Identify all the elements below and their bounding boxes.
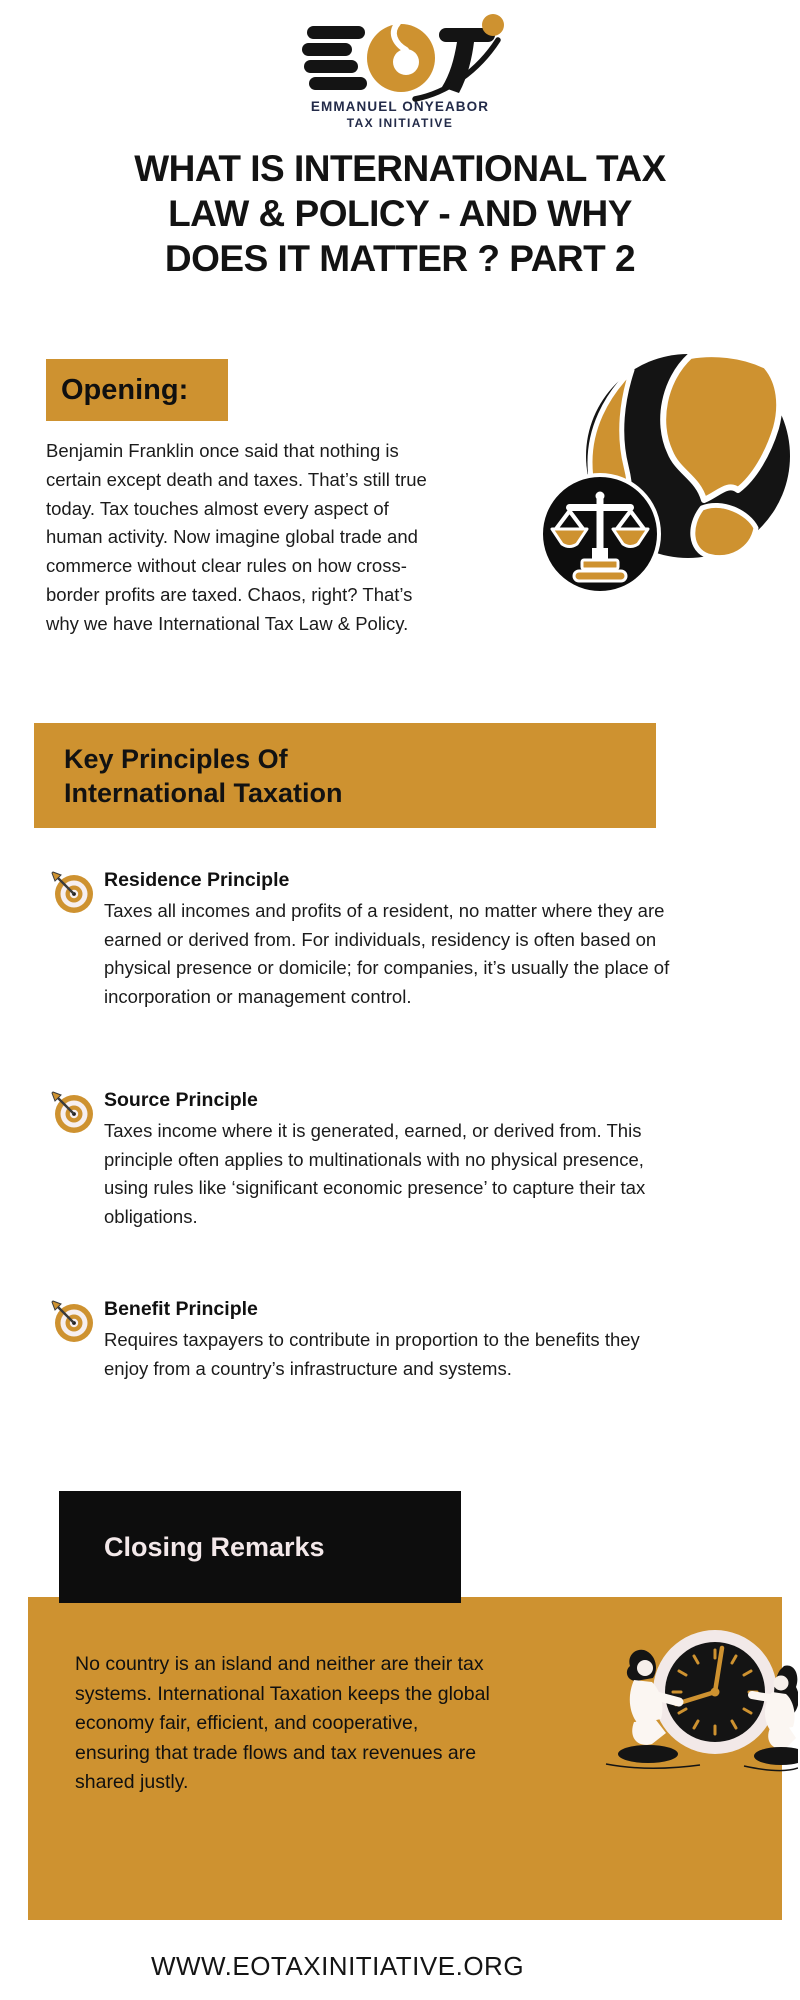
principle-1-title: Residence Principle (104, 869, 290, 891)
opening-paragraph: Benjamin Franklin once said that nothing is certain except death and taxes. That’s still true today. Tax touches almost every aspect of human activity. Now imagine global trade and commerce without clear rules on how cross-border profits are taxed. Chaos, right? That’s why we have International Tax Law & Policy. (46, 440, 427, 634)
footer-website-url: WWW.EOTAXINITIATIVE.ORG (150, 1951, 525, 1981)
title-line-1: WHAT IS INTERNATIONAL TAX (134, 148, 666, 189)
principle-2-title: Source Principle (104, 1089, 258, 1111)
justice-scales-icon (541, 475, 659, 593)
logo-letter-e-icon (302, 26, 367, 90)
globe-with-justice-scales-illustration (540, 350, 800, 600)
logo-dot-icon (482, 14, 504, 36)
title-line-3: DOES IT MATTER ? PART 2 (164, 238, 636, 279)
closing-paragraph: No country is an island and neither are their tax systems. International Taxation keeps the global economy fair, efficient, and cooperative, ensuring that trade flows and tax revenues are shared justly. (75, 1653, 490, 1793)
key-principles-heading-line1: Key Principles Of (64, 743, 288, 774)
eot-logo-icon (297, 12, 507, 104)
principle-2-body: Taxes income where it is generated, earned, or derived from. This principle often applies to multinationals with no physical presence, using rules like ‘significant economic presence’ to capture their tax obligations. (104, 1120, 646, 1227)
target-bullseye-icon (50, 870, 94, 914)
opening-section-label: Opening: (46, 359, 228, 421)
key-principles-banner (34, 723, 656, 828)
title-line-2: LAW & POLICY - AND WHY (168, 193, 632, 234)
brand-name-line1: EMMANUEL ONYEABOR (310, 99, 490, 114)
page-title (0, 146, 800, 281)
brand-name-line2: TAX INITIATIVE (346, 116, 454, 130)
people-holding-clock-illustration (548, 1600, 798, 1815)
principle-3-body: Requires taxpayers to contribute in proportion to the benefits they enjoy from a country’s infrastructure and systems. (104, 1329, 640, 1379)
target-bullseye-icon (50, 1299, 94, 1343)
logo-letter-o-icon (367, 23, 435, 92)
principle-3-title: Benefit Principle (104, 1298, 258, 1320)
key-principles-heading-line2: International Taxation (64, 777, 343, 808)
target-bullseye-icon (50, 1090, 94, 1134)
clock-icon (653, 1630, 777, 1754)
principle-1-body: Taxes all incomes and profits of a resident, no matter where they are earned or derived from. For individuals, residency is often based on physical presence or domicile; for companies, it’s usually the place of incorporation or management control. (104, 900, 670, 1007)
closing-remarks-banner: Closing Remarks (59, 1491, 461, 1603)
